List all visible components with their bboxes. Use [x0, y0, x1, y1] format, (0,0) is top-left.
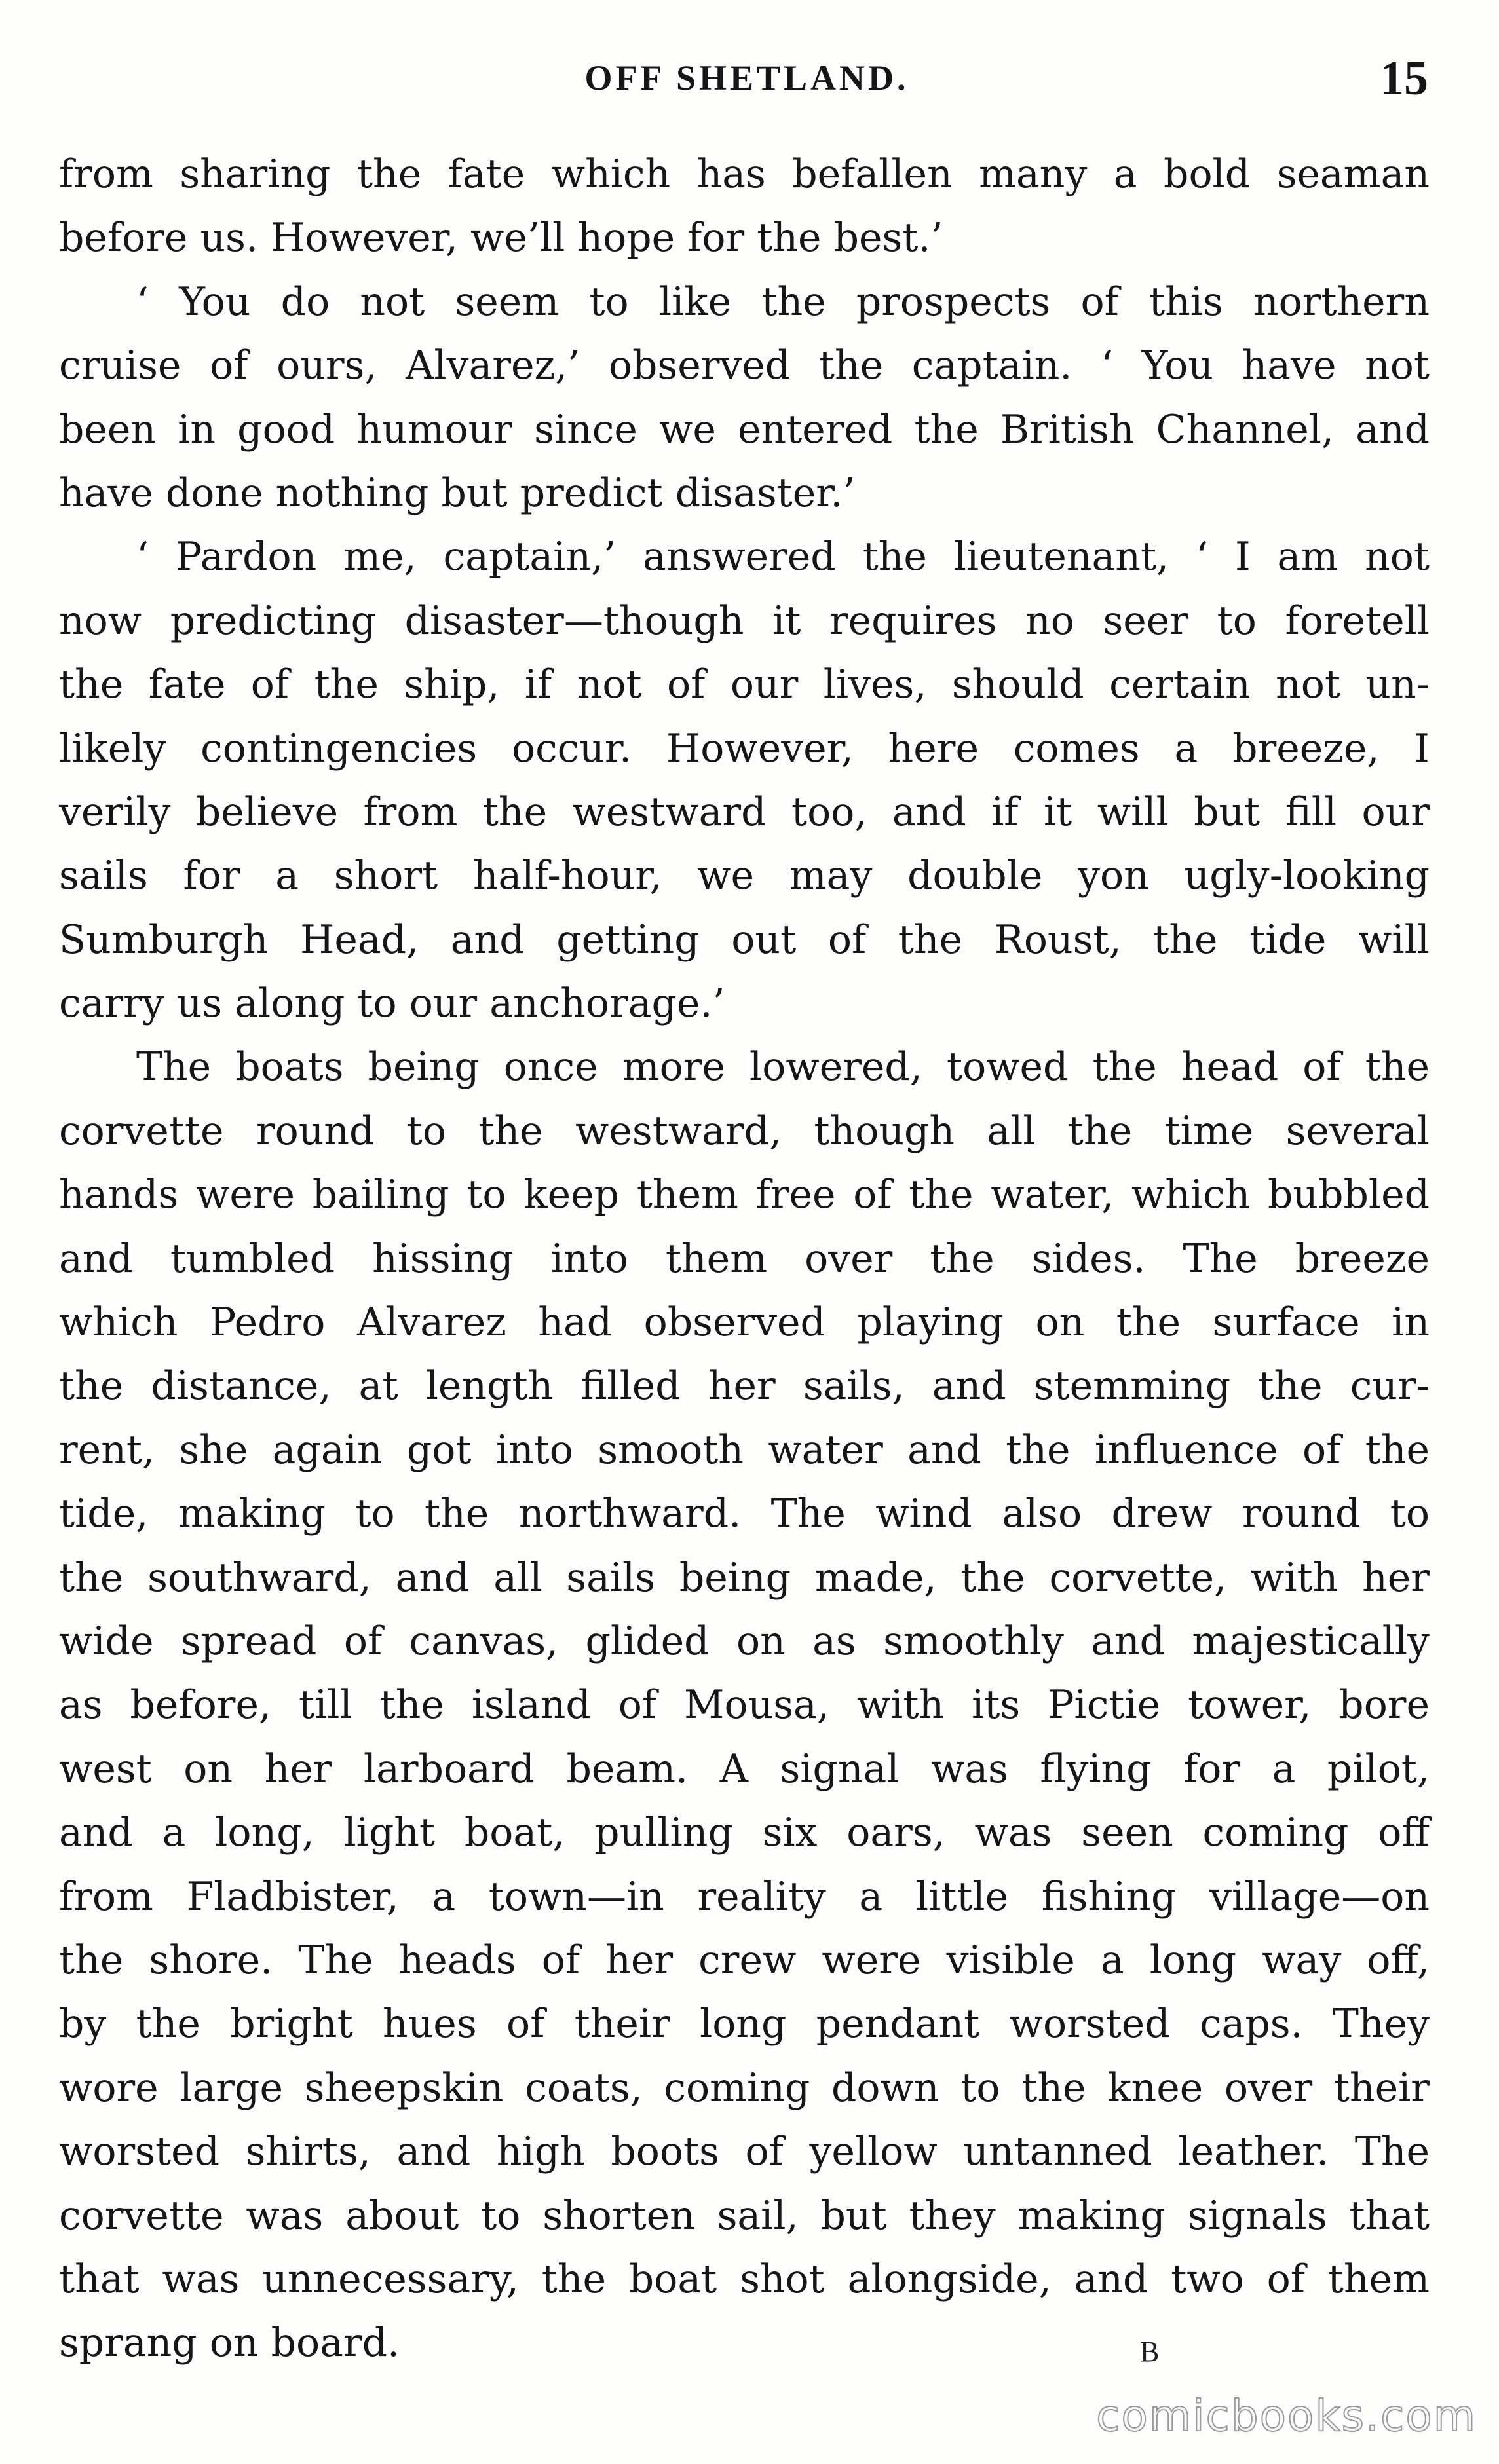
text-line: the distance, at length filled her sails, and stemming the cur- — [59, 1363, 1430, 1409]
text-line: The boats being once more lowered, towed the head of the — [136, 1044, 1430, 1091]
text-line: by the bright hues of their long pendant worsted caps. They — [59, 2001, 1430, 2047]
text-line: likely contingencies occur. However, here comes a breeze, I — [59, 725, 1430, 772]
text-line: as before, till the island of Mousa, with its Pictie tower, bore — [59, 1682, 1430, 1728]
text-line: before us. However, we’ll hope for the best.’ — [59, 215, 943, 261]
text-line: the southward, and all sails being made, the corvette, with her — [59, 1554, 1430, 1601]
text-line: Sumburgh Head, and getting out of the Roust, the tide will — [59, 916, 1430, 963]
text-line: now predicting disaster—though it requires no seer to foretell — [59, 597, 1430, 644]
text-line: ‘ You do not seem to like the prospects of this northern — [136, 278, 1430, 325]
text-line: wore large sheepskin coats, coming down to the knee over their — [59, 2064, 1430, 2111]
running-title: OFF SHETLAND. — [584, 58, 909, 98]
text-line: hands were bailing to keep them free of the water, which bubbled — [59, 1172, 1430, 1218]
text-line: corvette round to the westward, though all the time several — [59, 1108, 1430, 1154]
text-line: have done nothing but predict disaster.’ — [59, 470, 856, 516]
page-number: 15 — [1380, 52, 1428, 105]
text-line: worsted shirts, and high boots of yellow untanned leather. The — [59, 2129, 1430, 2175]
text-line: carry us along to our anchorage.’ — [59, 980, 725, 1027]
text-line: ‘ Pardon me, captain,’ answered the lieutenant, ‘ I am not — [136, 534, 1430, 580]
signature-mark: B — [1140, 2336, 1160, 2368]
text-line: west on her larboard beam. A signal was flying for a pilot, — [59, 1745, 1430, 1792]
text-line: tide, making to the northward. The wind also drew round to — [59, 1491, 1430, 1537]
text-line: from Fladbister, a town—in reality a little fishing village—on — [59, 1873, 1430, 1920]
text-line: sprang on board. — [59, 2320, 400, 2366]
text-line: verily believe from the westward too, and if it will but fill our — [59, 789, 1430, 835]
text-line: the fate of the ship, if not of our lives, should certain not un- — [59, 662, 1430, 708]
text-line: corvette was about to shorten sail, but they making signals that — [59, 2192, 1430, 2239]
text-line: rent, she again got into smooth water and the influence of the — [59, 1427, 1430, 1473]
text-line: and a long, light boat, pulling six oars, was seen coming off — [59, 1810, 1430, 1856]
text-line: and tumbled hissing into them over the sides. The breeze — [59, 1235, 1430, 1282]
running-head — [66, 51, 1428, 110]
text-line: which Pedro Alvarez had observed playing on the surface in — [59, 1299, 1430, 1346]
watermark: comicbooks.com — [1096, 2391, 1477, 2441]
text-line: from sharing the fate which has befallen many a bold seaman — [59, 151, 1430, 197]
text-line: wide spread of canvas, glided on as smoothly and majestically — [59, 1618, 1430, 1664]
text-line: cruise of ours, Alvarez,’ observed the captain. ‘ You have not — [59, 343, 1430, 389]
text-line: that was unnecessary, the boat shot alongside, and two of them — [59, 2256, 1430, 2302]
text-line: been in good humour since we entered the British Channel, and — [59, 406, 1430, 453]
text-line: the shore. The heads of her crew were visible a long way off, — [59, 1937, 1430, 1983]
text-line: sails for a short half-hour, we may double yon ugly-looking — [59, 853, 1430, 899]
body-text — [59, 143, 1430, 2376]
